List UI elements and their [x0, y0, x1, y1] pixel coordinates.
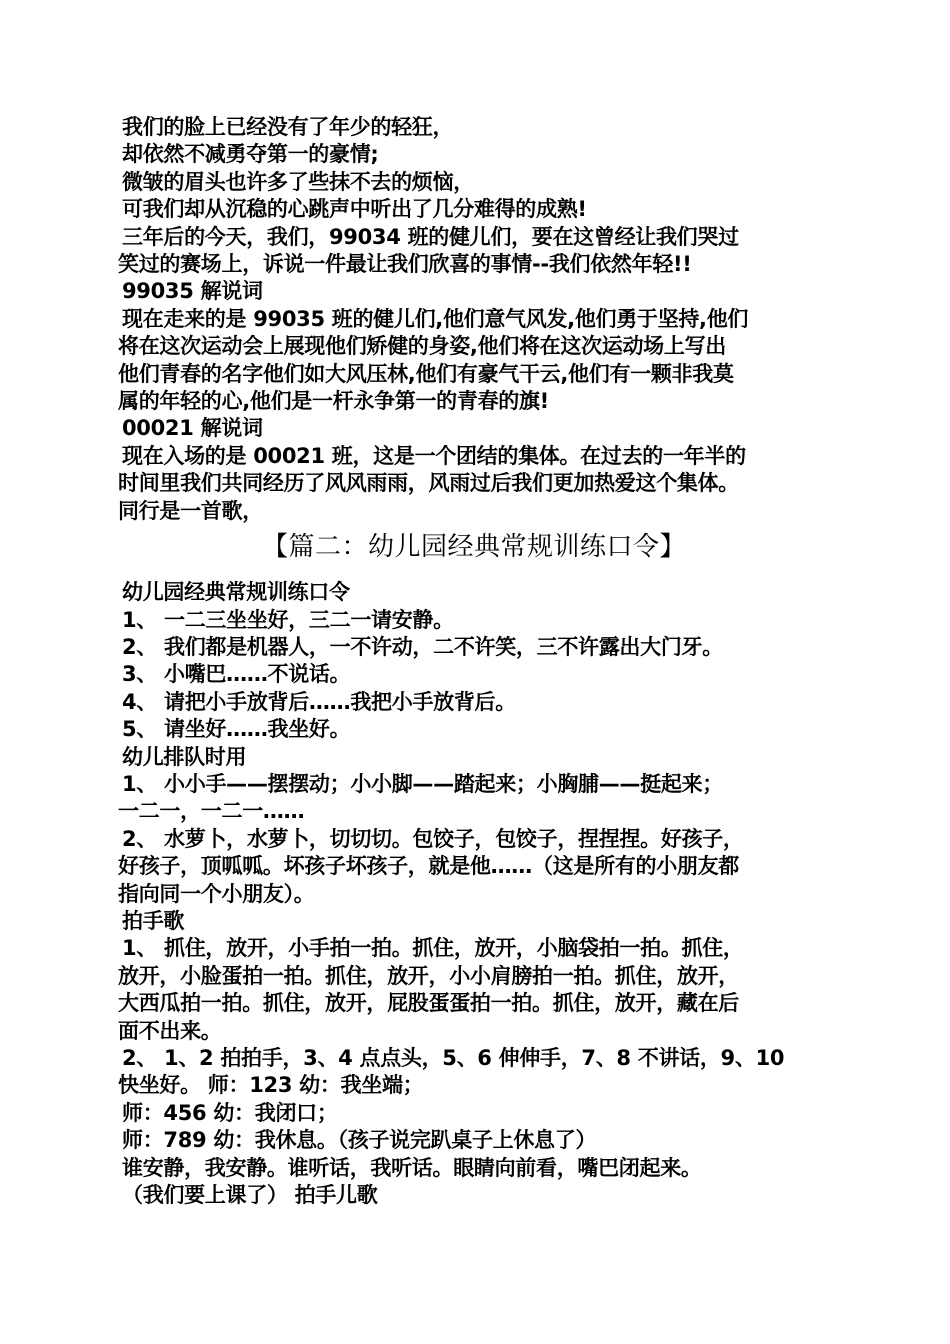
text-line: 笑过的赛场上，诉说一件最让我们欣喜的事情--我们依然年轻!! [118, 252, 692, 277]
subheading: 拍手歌 [122, 908, 185, 933]
subheading: 幼儿园经典常规训练口令 [122, 580, 350, 605]
list-item: 1、 一二三坐坐好，三二一请安静。 [122, 607, 454, 632]
text-line: 我们的脸上已经没有了年少的轻狂， [122, 115, 454, 139]
list-item: 1、 小小手——摆摆动；小小脚——踏起来；小胸脯——挺起来； [122, 771, 723, 796]
text-line: 面不出来。 [118, 1018, 222, 1043]
list-item: 2、 我们都是机器人，一不许动，二不许笑，三不许露出大门牙。 [122, 634, 723, 659]
list-item: 2、 水萝卜，水萝卜，切切切。包饺子，包饺子，捏捏捏。好孩子， [122, 826, 744, 851]
text-line: 谁安静，我安静。谁听话，我听话。眼睛向前看，嘴巴闭起来。 [122, 1155, 702, 1180]
text-line: 微皱的眉头也许多了些抹不去的烦恼， [122, 169, 474, 194]
subheading: 幼儿排队时用 [122, 744, 247, 769]
list-item: 2、 1、2 拍拍手，3、4 点点头，5、6 伸伸手，7、8 不讲话，9、10 [122, 1046, 785, 1070]
text-line: 三年后的今天，我们，99034 班的健儿们，要在这曾经让我们哭过 [122, 224, 739, 249]
list-item: 5、 请坐好……我坐好。 [122, 717, 351, 742]
training-commands-section [118, 579, 830, 1209]
text-line: （我们要上课了） 拍手儿歌 [122, 1183, 378, 1208]
text-line: 可我们却从沉稳的心跳声中听出了几分难得的成熟! [122, 197, 587, 222]
text-line: 他们青春的名字他们如大风压林,他们有豪气干云,他们有一颗非我莫 [118, 361, 734, 386]
text-line: 好孩子，顶呱呱。坏孩子坏孩子，就是他……（这是所有的小朋友都 [118, 854, 739, 879]
text-line: 属的年轻的心,他们是一杆永争第一的青春的旗! [118, 389, 549, 414]
commentary-section [118, 114, 830, 525]
text-line: 大西瓜拍一拍。抓住，放开，屁股蛋蛋拍一拍。抓住，放开，藏在后 [118, 991, 739, 1016]
text-line: 师：789 幼：我休息。（孩子说完趴桌子上休息了） [122, 1128, 597, 1153]
subheading: 99035 解说词 [122, 279, 263, 304]
text-line: 现在入场的是 00021 班，这是一个团结的集体。在过去的一年半的 [122, 443, 746, 468]
text-line: 放开，小脸蛋拍一拍。抓住，放开，小小肩膀拍一拍。抓住，放开， [118, 963, 739, 988]
list-item: 4、 请把小手放背后……我把小手放背后。 [122, 689, 516, 714]
text-line: 快坐好。 师：123 幼：我坐端； [118, 1073, 424, 1098]
text-line: 指向同一个小朋友）。 [118, 881, 315, 906]
list-item: 3、 小嘴巴……不说话。 [122, 662, 351, 687]
text-line: 同行是一首歌， [118, 498, 263, 523]
text-line: 时间里我们共同经历了风风雨雨，风雨过后我们更加热爱这个集体。 [118, 471, 739, 496]
section-title: 【篇二：幼儿园经典常规训练口令】 [261, 532, 686, 563]
subheading: 00021 解说词 [122, 416, 263, 441]
list-item: 1、 抓住，放开，小手拍一拍。抓住，放开，小脑袋拍一拍。抓住， [122, 936, 744, 961]
text-line: 现在走来的是 99035 班的健儿们,他们意气风发,他们勇于坚持,他们 [122, 306, 749, 331]
text-line: 却依然不减勇夺第一的豪情; [122, 142, 379, 167]
text-line: 师：456 幼：我闭口； [122, 1100, 338, 1125]
document-page [118, 114, 830, 1209]
text-line: 将在这次运动会上展现他们矫健的身姿,他们将在这次运动场上写出 [118, 334, 726, 359]
text-line: 一二一，一二一…… [118, 799, 305, 824]
